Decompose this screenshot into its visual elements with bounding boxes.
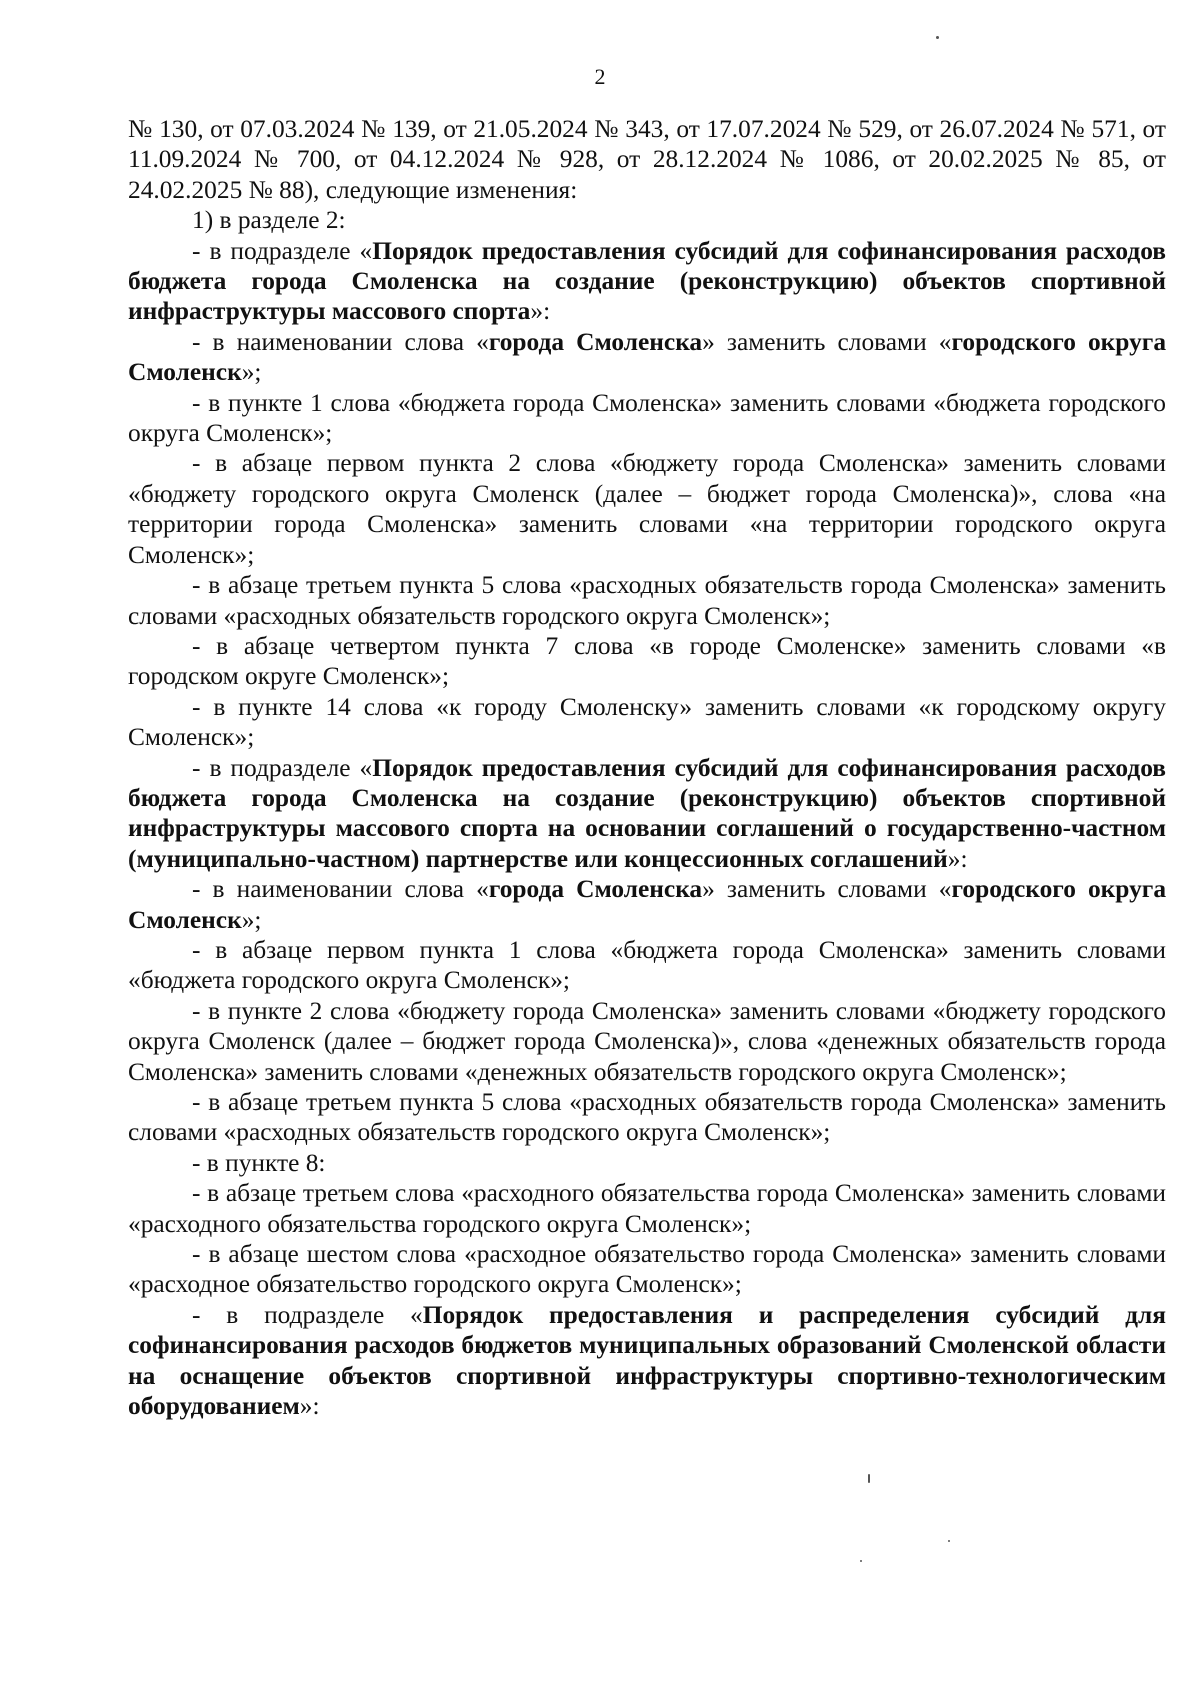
text-run: - в пункте 8: [192,1148,326,1177]
document-paragraph [128,1087,1166,1148]
document-paragraph [128,1178,1166,1239]
scan-speck [860,1560,862,1562]
text-run: - в абзаце первом пункта 2 слова «бюджету города Смоленска» заменить словами «бюджету городского округа Смоленск (далее – бюджет города Смоленска)», слова «на территории города Смоленска» заменить словами «на территории городского округа Смоленск»; [128,449,1166,569]
text-run: - в пункте 2 слова «бюджету города Смоленска» заменить словами «бюджету городского округа Смоленск (далее – бюджет города Смоленска)», слова «денежных обязательств города Смоленска» заменить словами «денежных обязательств городского округа Смоленск»; [128,996,1166,1086]
page-number: 2 [594,64,606,89]
bold-text-run: города Смоленска [488,327,703,356]
document-paragraph [128,448,1166,570]
document-paragraph [128,327,1166,388]
text-run: »: [530,297,551,326]
text-run: - в абзаце первом пункта 1 слова «бюджета города Смоленска» заменить словами «бюджета городского округа Смоленск»; [128,935,1166,995]
scan-speck [868,1474,870,1483]
text-run: - в абзаце четвертом пункта 7 слова «в городе Смоленске» заменить словами «в городском округе Смоленск»; [128,631,1166,691]
text-run: - в наименовании слова « [192,327,489,356]
text-run: - в подразделе « [192,1300,423,1329]
document-paragraph [128,114,1166,205]
text-run: - в подразделе « [192,236,373,265]
document-paragraph [128,388,1166,449]
document-paragraph [128,1239,1166,1300]
document-paragraph [128,874,1166,935]
text-run: - в абзаце третьем пункта 5 слова «расходных обязательств города Смоленска» заменить словами «расходных обязательств городского округа Смоленск»; [128,571,1166,630]
bold-text-run: Порядок предоставления субсидий для софинансирования расходов бюджета города Смоленска на создание (реконструкцию) объектов спортивной инфраструктуры массового спорта на основании соглашений о государственно-частном (муниципально-частном) партнерстве или концессионных соглашений [128,753,1166,873]
text-run: »: [947,844,968,873]
document-paragraph [128,631,1166,692]
document-paragraph [128,1148,1166,1178]
text-run: 1) в разделе 2: [192,206,346,235]
document-paragraph [128,996,1166,1087]
bold-text-run: города Смоленска [488,875,703,904]
scan-speck [948,1540,950,1542]
bold-text-run: Порядок предоставления субсидий для софинансирования расходов бюджета города Смоленска на создание (реконструкцию) объектов спортивной инфраструктуры массового спорта [128,236,1166,326]
text-run: »: [299,1392,320,1421]
document-paragraph [128,753,1166,875]
document-paragraph [128,1300,1166,1422]
document-paragraph [128,692,1166,753]
text-run: »; [241,905,262,934]
document-paragraph [128,205,1166,235]
text-run: » заменить словами « [702,875,952,904]
document-paragraph [128,236,1166,327]
document-paragraph [128,935,1166,996]
text-run: № 130, от 07.03.2024 № 139, от 21.05.2024 № 343, от 17.07.2024 № 529, от 26.07.2024 № 571, от 11.09.2024 № 700, от 04.12.2024 № 928, от 28.12.2024 № 1086, от 20.02.2025 № 85, от 24.02.2025 № 88), следующие изменения: [128,115,1166,204]
text-run: - в наименовании слова « [192,875,489,904]
text-run: - в подразделе « [192,753,373,782]
document-paragraph [128,570,1166,631]
scan-speck [936,36,939,39]
text-run: - в абзаце третьем слова «расходного обязательства города Смоленска» заменить словами «расходного обязательства городского округа Смоленск»; [128,1179,1166,1238]
text-run: - в пункте 14 слова «к городу Смоленску» заменить словами «к городскому округу Смоленск»; [128,692,1166,752]
bold-text-run: Порядок предоставления и распределения субсидий для софинансирования расходов бюджетов муниципальных образований Смоленской области на оснащение объектов спортивной инфраструктуры спортивно-технологическим оборудованием [128,1300,1166,1421]
text-run: » заменить словами « [702,327,952,356]
text-run: - в пункте 1 слова «бюджета города Смоленска» заменить словами «бюджета городского округа Смоленск»; [128,388,1166,448]
text-run: »; [241,358,262,387]
text-run: - в абзаце шестом слова «расходное обязательство города Смоленска» заменить словами «расходное обязательство городского округа Смоленск»; [128,1240,1166,1299]
bold-text-run: городского округа Смоленск [128,327,1167,387]
document-body [128,114,1166,1421]
text-run: - в абзаце третьем пункта 5 слова «расходных обязательств города Смоленска» заменить словами «расходных обязательств городского округа Смоленск»; [128,1088,1166,1147]
bold-text-run: городского округа Смоленск [128,875,1167,934]
